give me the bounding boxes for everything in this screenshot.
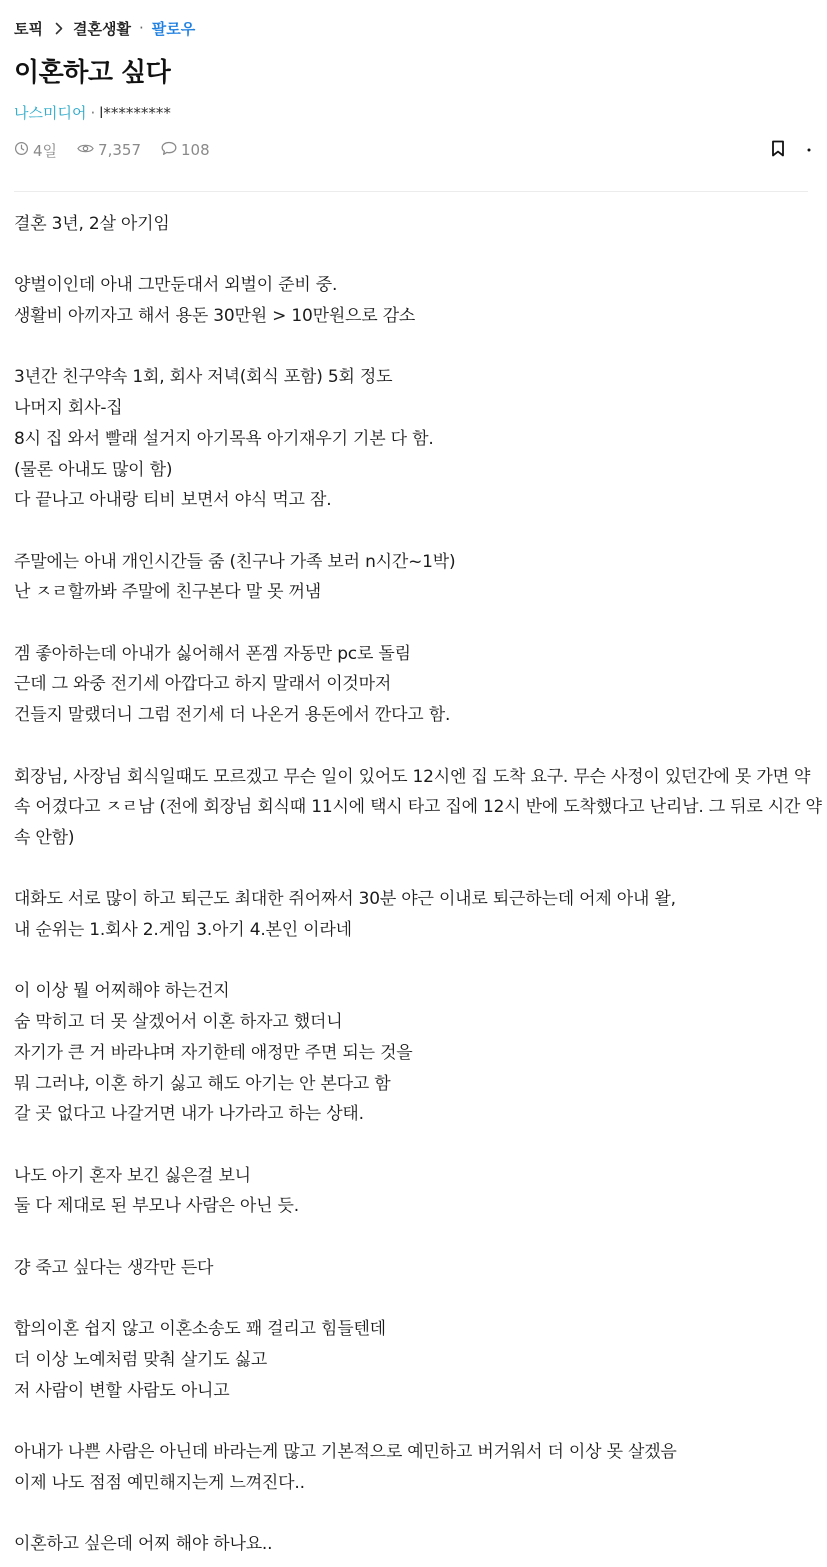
chevron-right-icon (55, 22, 63, 35)
body-paragraph: 걍 죽고 싶다는 생각만 든다 (14, 1257, 214, 1278)
body-paragraph: 8시 집 와서 빨래 설거지 아기목욕 아기재우기 기본 다 함. (14, 428, 434, 449)
body-paragraph: 건들지 말랬더니 그럼 전기세 더 나온거 용돈에서 깐다고 함. (14, 705, 451, 726)
body-paragraph: 주말에는 아내 개인시간들 줌 (친구나 가족 보러 n시간~1박) (14, 551, 456, 572)
body-paragraph: 뭐 그러냐, 이혼 하기 싫고 해도 아기는 안 본다고 함 (14, 1073, 391, 1094)
breadcrumb (14, 17, 195, 39)
blank-line (14, 1222, 822, 1253)
time-ago: 4일 (33, 141, 58, 160)
blank-line (14, 731, 822, 762)
author-nickname: l********* (99, 103, 171, 122)
breadcrumb-topic[interactable]: 토픽 (14, 19, 43, 38)
clock-icon (14, 141, 33, 160)
body-paragraph: 다 끝나고 아내랑 티비 보면서 야식 먹고 잠. (14, 490, 332, 511)
body-paragraph: 겜 좋아하는데 아내가 싫어해서 폰겜 자동만 pc로 돌림 (14, 643, 411, 664)
body-paragraph: 자기가 큰 거 바라냐며 자기한테 애정만 주면 되는 것을 (14, 1042, 413, 1063)
breadcrumb-category[interactable]: 결혼생활 (72, 19, 131, 38)
body-paragraph: 근데 그 와중 전기세 아깝다고 하지 말래서 이것마저 (14, 674, 392, 695)
comment-icon (161, 141, 181, 160)
eye-icon (77, 141, 98, 160)
body-paragraph: 생활비 아끼자고 해서 용돈 30만원 > 10만원으로 감소 (14, 306, 416, 327)
body-paragraph: 결혼 3년, 2살 아기임 (14, 214, 170, 234)
follow-button[interactable]: 팔로우 (151, 19, 196, 38)
blank-line (14, 1130, 822, 1161)
stat-comments[interactable] (161, 141, 210, 160)
body-paragraph: 내 순위는 1.회사 2.게임 3.아기 4.본인 이라네 (14, 920, 352, 941)
page-title: 이혼하고 싶다 (14, 58, 171, 88)
post-stats (14, 139, 230, 161)
blank-line (14, 1498, 822, 1529)
author-company[interactable]: 나스미디어 (14, 104, 87, 122)
body-paragraph: 이 이상 뭘 어찌해야 하는건지 (14, 981, 230, 1002)
stat-time (14, 140, 57, 161)
blank-line (14, 332, 822, 363)
body-paragraph: 이제 나도 점점 예민해지는게 느껴진다.. (14, 1472, 305, 1493)
bookmark-icon[interactable] (771, 140, 785, 157)
body-paragraph: (물론 아내도 많이 함) (14, 459, 173, 480)
body-paragraph: 합의이혼 쉽지 않고 이혼소송도 꽤 걸리고 힘들텐데 (14, 1319, 386, 1340)
comment-count: 108 (181, 141, 210, 159)
author-separator: · (90, 103, 96, 122)
body-paragraph: 회장님, 사장님 회식일때도 모르겠고 무슨 일이 있어도 12시엔 집 도착 요구. 무슨 사정이 있던간에 못 가면 약속 어겼다고 ㅈㄹ남 (전에 회장님 회식때 11시에 택시 타고 집에 12시 반에 도착했다고 난리남. 그 뒤로 시간 약속 안함) (14, 766, 822, 848)
body-paragraph: 난 ㅈㄹ할까봐 주말에 친구본다 말 못 꺼냄 (14, 582, 321, 603)
blank-line (14, 1406, 822, 1437)
blank-line (14, 1283, 822, 1314)
view-count: 7,357 (98, 141, 141, 159)
body-paragraph: 숨 막히고 더 못 살겠어서 이혼 하자고 했더니 (14, 1012, 343, 1033)
blank-line (14, 608, 822, 639)
author-row (14, 102, 171, 123)
post-actions (771, 140, 811, 157)
body-paragraph: 나머지 회사-집 (14, 398, 123, 419)
divider (14, 191, 808, 192)
stat-views (77, 141, 141, 160)
blank-line (14, 240, 822, 271)
body-paragraph: 양벌이인데 아내 그만둔대서 외벌이 준비 중. (14, 275, 338, 296)
more-icon[interactable] (807, 141, 811, 157)
blank-line (14, 854, 822, 885)
post-body (14, 209, 822, 1560)
body-paragraph: 3년간 친구약속 1회, 회사 저녁(회식 포함) 5회 정도 (14, 367, 393, 388)
body-paragraph: 더 이상 노예처럼 맞춰 살기도 싫고 (14, 1349, 268, 1370)
breadcrumb-dot: · (138, 19, 144, 37)
body-paragraph: 아내가 나쁜 사람은 아닌데 바라는게 많고 기본적으로 예민하고 버거워서 더 이상 못 살겠음 (14, 1441, 677, 1462)
body-paragraph: 대화도 서로 많이 하고 퇴근도 최대한 쥐어짜서 30분 야근 이내로 퇴근하는데 어제 아내 왈, (14, 889, 676, 910)
blank-line (14, 516, 822, 547)
body-paragraph: 나도 아기 혼자 보긴 싫은걸 보니 (14, 1165, 251, 1186)
body-paragraph: 저 사람이 변할 사람도 아니고 (14, 1380, 230, 1401)
blank-line (14, 946, 822, 977)
body-paragraph: 갈 곳 없다고 나갈거면 내가 나가라고 하는 상태. (14, 1104, 364, 1125)
body-paragraph: 둘 다 제대로 된 부모나 사람은 아닌 듯. (14, 1196, 299, 1217)
body-paragraph: 이혼하고 싶은데 어찌 해야 하나요.. (14, 1534, 273, 1555)
